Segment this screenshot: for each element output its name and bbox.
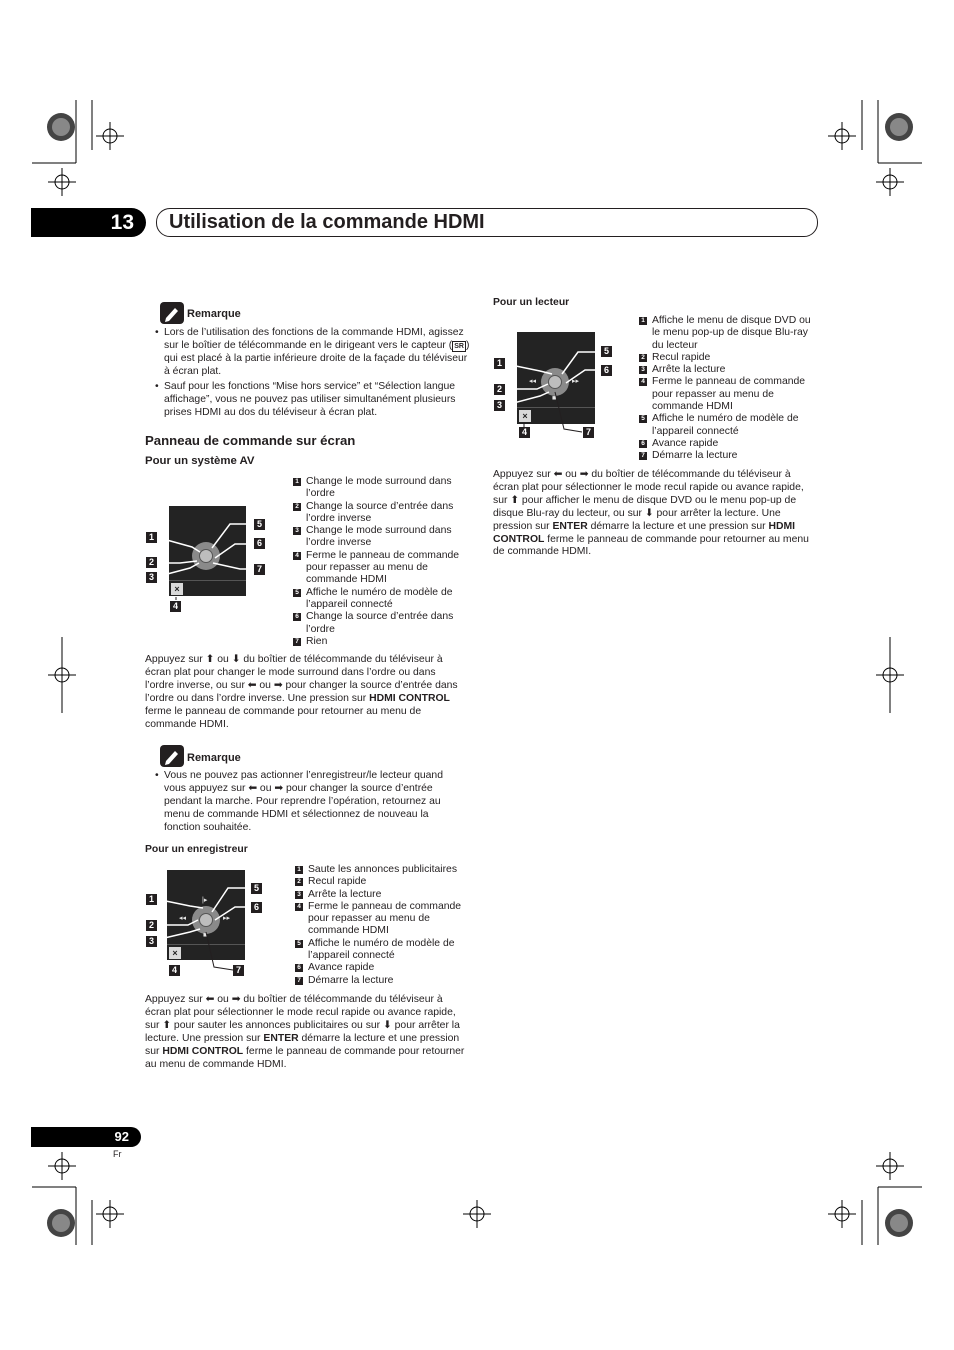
note-bullet: • Sauf pour les fonctions “Mise hors service” et “Sélection langue affichage”, vous ne pouvez pas utiliser simultanément plusieurs prises HDMI au dos du téléviseur à écran plat. xyxy=(164,381,470,420)
down-arrow-icon: ⬇ xyxy=(231,654,241,665)
list-item: 7 Démarre la lecture xyxy=(295,975,470,987)
av-paragraph: Appuyez sur ⬆ ou ⬇ du boîtier de télécommande du téléviseur à écran plat pour changer le mode surround dans l’ordre ou dans l’ordre inverse, ou sur ⬅ ou ➡ pour changer la source d’entrée dans l’ordre ou dans l’ordre inverse. Une pression sur HDMI CONTROL ferme le panneau de commande pour retourner au menu de commande HDMI. xyxy=(145,654,458,730)
sensor-icon: SR xyxy=(454,342,464,350)
up-arrow-icon: ⬆ xyxy=(162,1019,172,1031)
subsection-heading-av: Pour un système AV xyxy=(145,455,255,467)
section-heading: Panneau de commande sur écran xyxy=(145,433,356,448)
callout-7: 7 xyxy=(583,427,594,438)
left-arrow-icon: ⬅ xyxy=(553,469,563,480)
down-arrow-icon: ⬇ xyxy=(644,507,654,519)
left-arrow-icon: ⬅ xyxy=(247,679,257,691)
page-number: 92 xyxy=(31,1127,141,1147)
list-item: 5 Affiche le numéro de modèle de l’appareil connecté xyxy=(293,587,468,612)
list-item: 7 Démarre la lecture xyxy=(639,450,819,462)
list-item: 6 Avance rapide xyxy=(295,962,470,974)
language-code: Fr xyxy=(113,1149,122,1159)
list-item: 4 Ferme le panneau de commande pour repasser au menu de commande HDMI xyxy=(639,376,819,413)
callout-3: 3 xyxy=(146,572,157,583)
callout-4: 4 xyxy=(169,965,180,976)
callout-5: 5 xyxy=(251,883,262,894)
list-item: 2 Change la source d’entrée dans l’ordre inverse xyxy=(293,501,468,526)
up-arrow-icon: ⬆ xyxy=(205,654,215,665)
list-item: 5 Affiche le numéro de modèle de l’appareil connecté xyxy=(295,938,470,963)
list-item: 2 Recul rapide xyxy=(639,352,819,364)
left-arrow-icon: ⬅ xyxy=(248,782,258,794)
callout-1: 1 xyxy=(494,358,505,369)
callout-1: 1 xyxy=(146,532,157,543)
list-item: 1 Change le mode surround dans l’ordre xyxy=(293,476,468,501)
right-arrow-icon: ➡ xyxy=(579,469,589,480)
right-arrow-icon: ➡ xyxy=(274,782,284,794)
list-item: 1 Affiche le menu de disque DVD ou le menu pop-up de disque Blu-ray du lecteur xyxy=(639,315,819,352)
forward-icon: ▸▸ xyxy=(572,378,580,385)
callout-5: 5 xyxy=(601,346,612,357)
list-item: 3 Arrête la lecture xyxy=(639,364,819,376)
note-label: Remarque xyxy=(187,752,241,764)
list-item: 2 Recul rapide xyxy=(295,876,470,888)
rewind-icon: ◂◂ xyxy=(529,378,537,385)
right-arrow-icon: ➡ xyxy=(231,994,241,1005)
player-paragraph: Appuyez sur ⬅ ou ➡ du boîtier de télécommande du téléviseur à écran plat pour sélectionner le mode recul rapide ou avance rapide, sur ⬆ pour afficher le menu de disque DVD ou le menu pop-up de disque Blu-ray du lecteur, ou sur ⬇ pour arrêter la lecture. Une pression sur ENTER démarre la lecture et une pression sur HDMI CONTROL ferme le panneau de commande pour retourner au menu de commande HDMI. xyxy=(493,469,809,558)
callout-1: 1 xyxy=(146,894,157,905)
up-arrow-icon: ⬆ xyxy=(510,494,520,506)
subsection-heading-player: Pour un lecteur xyxy=(493,297,570,308)
stop-icon: ■ xyxy=(552,395,557,402)
right-arrow-icon: ➡ xyxy=(273,679,283,691)
subsection-heading-recorder: Pour un enregistreur xyxy=(145,844,248,855)
callout-2: 2 xyxy=(494,384,505,395)
callout-6: 6 xyxy=(601,365,612,376)
list-item: 3 Change le mode surround dans l’ordre inverse xyxy=(293,525,468,550)
note-bullet: • Vous ne pouvez pas actionner l’enregistreur/le lecteur quand vous appuyez sur ⬅ ou ➡ pour changer la source d’entrée pendant la marche. Pour reprendre l’opération, retournez au menu de commande HDMI et sélectionnez de nouveau la fonction souhaitée. xyxy=(164,770,464,835)
down-arrow-icon: ⬇ xyxy=(383,1019,392,1031)
callout-2: 2 xyxy=(146,557,157,568)
callout-7: 7 xyxy=(254,564,265,575)
callout-4: 4 xyxy=(519,427,530,438)
callout-4: 4 xyxy=(170,601,181,612)
callout-2: 2 xyxy=(146,920,157,931)
close-icon: × xyxy=(169,947,181,959)
chapter-title: Utilisation de la commande HDMI xyxy=(169,211,485,233)
list-item: 6 Avance rapide xyxy=(639,438,819,450)
list-item: 4 Ferme le panneau de commande pour repasser au menu de commande HDMI xyxy=(293,550,468,587)
recorder-paragraph: Appuyez sur ⬅ ou ➡ du boîtier de télécommande du téléviseur à écran plat pour sélectionner le mode recul rapide ou avance rapide, sur ⬆ pour sauter les annonces publicitaires ou sur ⬇ pour arrêter la lecture. Une pression sur ENTER démarre la lecture et une pression sur HDMI CONTROL ferme le panneau de commande pour retourner au menu de commande HDMI. xyxy=(145,994,465,1070)
chapter-number: 13 xyxy=(31,208,146,237)
callout-6: 6 xyxy=(254,538,265,549)
note-label: Remarque xyxy=(187,308,241,320)
callout-7: 7 xyxy=(233,965,244,976)
callout-5: 5 xyxy=(254,519,265,530)
callout-3: 3 xyxy=(494,400,505,411)
close-icon: × xyxy=(171,583,183,595)
list-item: 4 Ferme le panneau de commande pour repasser au menu de commande HDMI xyxy=(295,901,470,938)
list-item: 1 Saute les annonces publicitaires xyxy=(295,864,470,876)
left-arrow-icon: ⬅ xyxy=(205,994,215,1005)
list-item: 6 Change la source d’entrée dans l’ordre xyxy=(293,611,468,636)
player-legend-list xyxy=(639,315,819,463)
callout-6: 6 xyxy=(251,902,262,913)
list-item: 3 Arrête la lecture xyxy=(295,889,470,901)
stop-icon: ■ xyxy=(203,932,208,939)
list-item: 5 Affiche le numéro de modèle de l’appareil connecté xyxy=(639,413,819,438)
rewind-icon: ◂◂ xyxy=(179,915,187,922)
close-icon: × xyxy=(519,410,531,422)
callout-3: 3 xyxy=(146,936,157,947)
forward-icon: ▸▸ xyxy=(223,915,231,922)
list-item: 7 Rien xyxy=(293,636,468,648)
skip-icon: |▸ xyxy=(202,897,208,904)
note-bullet: • Lors de l’utilisation des fonctions de la commande HDMI, agissez sur le boîtier de télécommande en le dirigeant vers le capteur ( SR ) qui est placé à la partie inférieure droite de la façade du téléviseur à écran plat. xyxy=(164,327,470,379)
